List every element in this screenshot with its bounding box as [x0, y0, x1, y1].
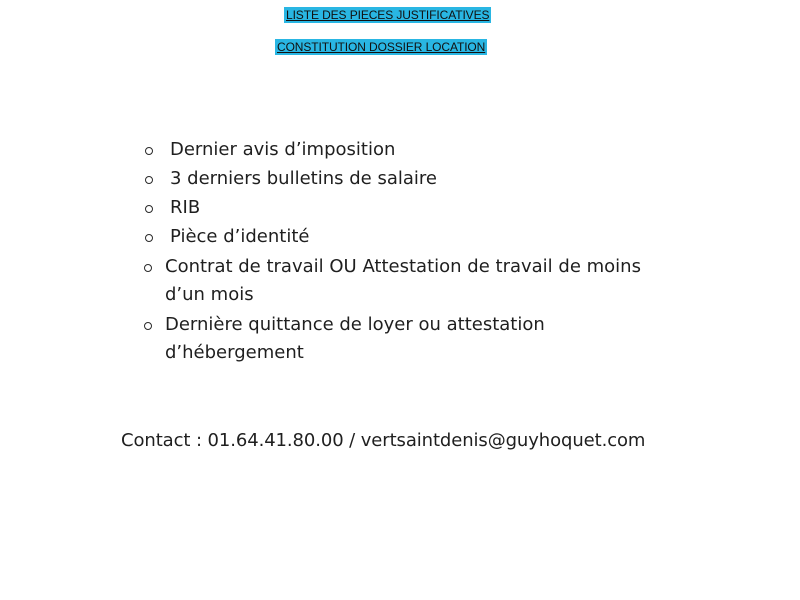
list-item-text: RIB	[170, 197, 201, 218]
list-item-text-continued: d’hébergement	[165, 342, 304, 363]
list-item-text-continued: d’un mois	[165, 284, 254, 305]
document-subtitle: CONSTITUTION DOSSIER LOCATION	[277, 40, 486, 54]
circle-outline-icon	[145, 205, 153, 213]
circle-outline-icon	[145, 147, 153, 155]
list-item-text: Pièce d’identité	[170, 226, 310, 247]
list-item-text: Dernière quittance de loyer ou attestation	[165, 314, 545, 335]
list-item	[170, 223, 309, 251]
list-item	[170, 136, 395, 164]
list-item	[170, 194, 200, 222]
list-item	[170, 165, 437, 193]
circle-outline-icon	[145, 176, 153, 184]
list-item-text: Dernier avis d’imposition	[170, 139, 396, 160]
document-title: LISTE DES PIECES JUSTIFICATIVES	[286, 8, 490, 22]
list-item	[165, 311, 545, 367]
list-item-text: 3 derniers bulletins de salaire	[170, 168, 437, 189]
list-item-text: Contrat de travail OU Attestation de travail de moins	[165, 256, 641, 277]
circle-outline-icon	[145, 234, 153, 242]
contact-line: Contact : 01.64.41.80.00 / vertsaintdenis@guyhoquet.com	[121, 430, 646, 451]
circle-outline-icon	[144, 264, 152, 272]
circle-outline-icon	[144, 322, 152, 330]
list-item	[165, 253, 641, 309]
